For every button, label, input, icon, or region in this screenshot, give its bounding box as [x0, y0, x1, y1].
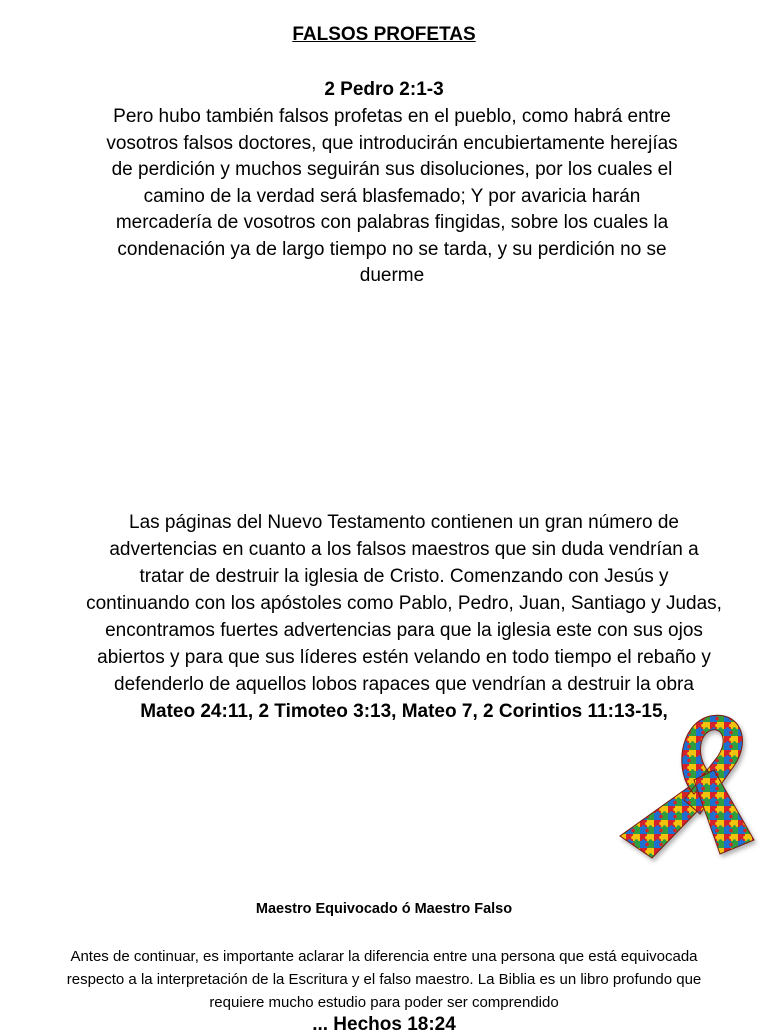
- scripture-reference: 2 Pedro 2:1-3: [324, 79, 444, 100]
- intro-references: Mateo 24:11, 2 Timoteo 3:13, Mateo 7, 2 Corintios 11:13-15,: [140, 701, 668, 722]
- intro-paragraph: [86, 509, 722, 725]
- intro-text: Las páginas del Nuevo Testamento contienen un gran número de advertencias en cuanto a los falsos maestros que sin duda vendrían a tratar de destruir la iglesia de Cristo. Comenzando con Jesús y continuando con los apóstoles como Pablo, Pedro, Juan, Santiago y Judas, encontramos fuertes advertencias para que la iglesia este con sus ojos abiertos y para que sus líderes estén velando en todo tiempo el rebaño y defenderlo de aquellos lobos rapaces que vendrían a destruir la obra: [86, 512, 722, 695]
- section-text: Antes de continuar, es importante aclarar la diferencia entre una persona que está equivocada respecto a la interpretación de la Escritura y el falso maestro. La Biblia es un libro profundo que requiere mucho estudio para poder ser comprendido: [66, 948, 702, 1011]
- scripture-text: Pero hubo también falsos profetas en el pueblo, como habrá entre vosotros falsos doctores, que introducirán encubiertamente herejías de perdición y muchos seguirán sus disoluciones, por los cuales el camino de la verdad será blasfemado; Y por avaricia harán mercadería de vosotros con palabras fingidas, sobre los cuales la condenación ya de largo tiempo no se tarda, y su perdición no se duerme: [106, 106, 678, 286]
- awareness-ribbon-puzzle-icon: [612, 708, 762, 858]
- cut-off-line: ... Hechos 18:24: [312, 1014, 456, 1035]
- page-title: FALSOS PROFETAS: [292, 24, 476, 45]
- section-subtitle: Maestro Equivocado ó Maestro Falso: [255, 901, 513, 917]
